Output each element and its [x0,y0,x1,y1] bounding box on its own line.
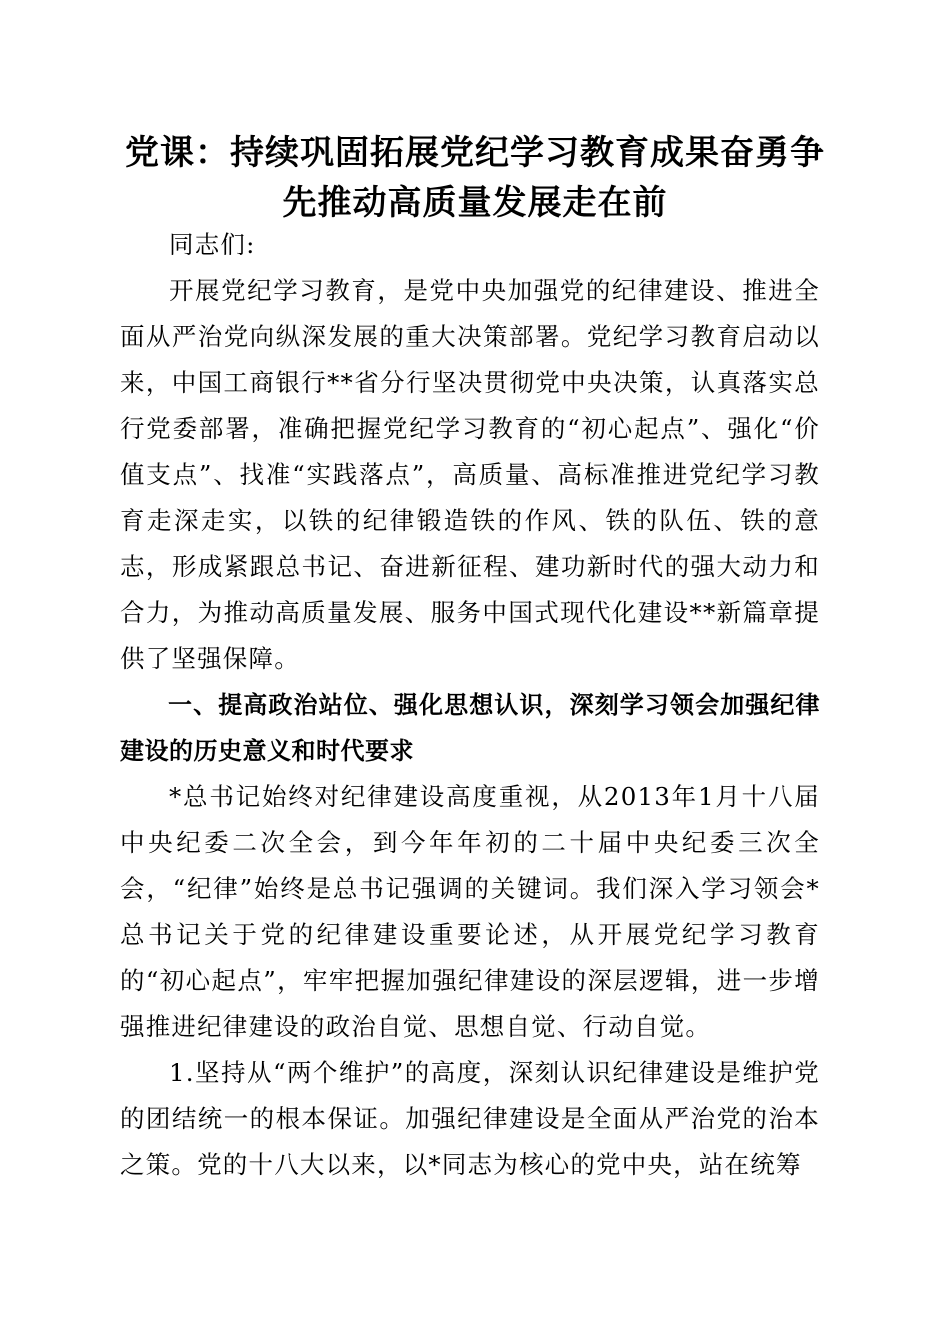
title-line-2: 先推动高质量发展走在前 [282,183,668,223]
document-body [120,222,820,1188]
title-line-1: 党课：持续巩固拓展党纪学习教育成果奋勇争 [125,133,825,173]
section-heading-1: 一、提高政治站位、强化思想认识，深刻学习领会加强纪律建设的历史意义和时代要求 [120,691,820,765]
salutation: 同志们: [169,230,256,259]
paragraph-point-1: 1.坚持从“两个维护”的高度，深刻认识纪律建设是维护党的团结统一的根本保证。加强纪律建设是全面从严治党的治本之策。党的十八大以来，以*同志为核心的党中央，站在统筹 [120,1058,820,1179]
paragraph-intro: 开展党纪学习教育，是党中央加强党的纪律建设、推进全面从严治党向纵深发展的重大决策部署。党纪学习教育启动以来，中国工商银行**省分行坚决贯彻党中央决策，认真落实总行党委部署，准确把握党纪学习教育的“初心起点”、强化“价值支点”、找准“实践落点”，高质量、高标准推进党纪学习教育走深走实，以铁的纪律锻造铁的作风、铁的队伍、铁的意志，形成紧跟总书记、奋进新征程、建功新时代的强大动力和合力，为推动高质量发展、服务中国式现代化建设**新篇章提供了坚强保障。 [120,276,820,673]
paragraph-section-1: *总书记始终对纪律建设高度重视，从2013年1月十八届中央纪委二次全会，到今年年初的二十届中央纪委三次全会，“纪律”始终是总书记强调的关键词。我们深入学习领会*总书记关于党的纪律建设重要论述，从开展党纪学习教育的“初心起点”，牢牢把握加强纪律建设的深层逻辑，进一步增强推进纪律建设的政治自觉、思想自觉、行动自觉。 [120,782,820,1041]
document-title [110,128,840,228]
